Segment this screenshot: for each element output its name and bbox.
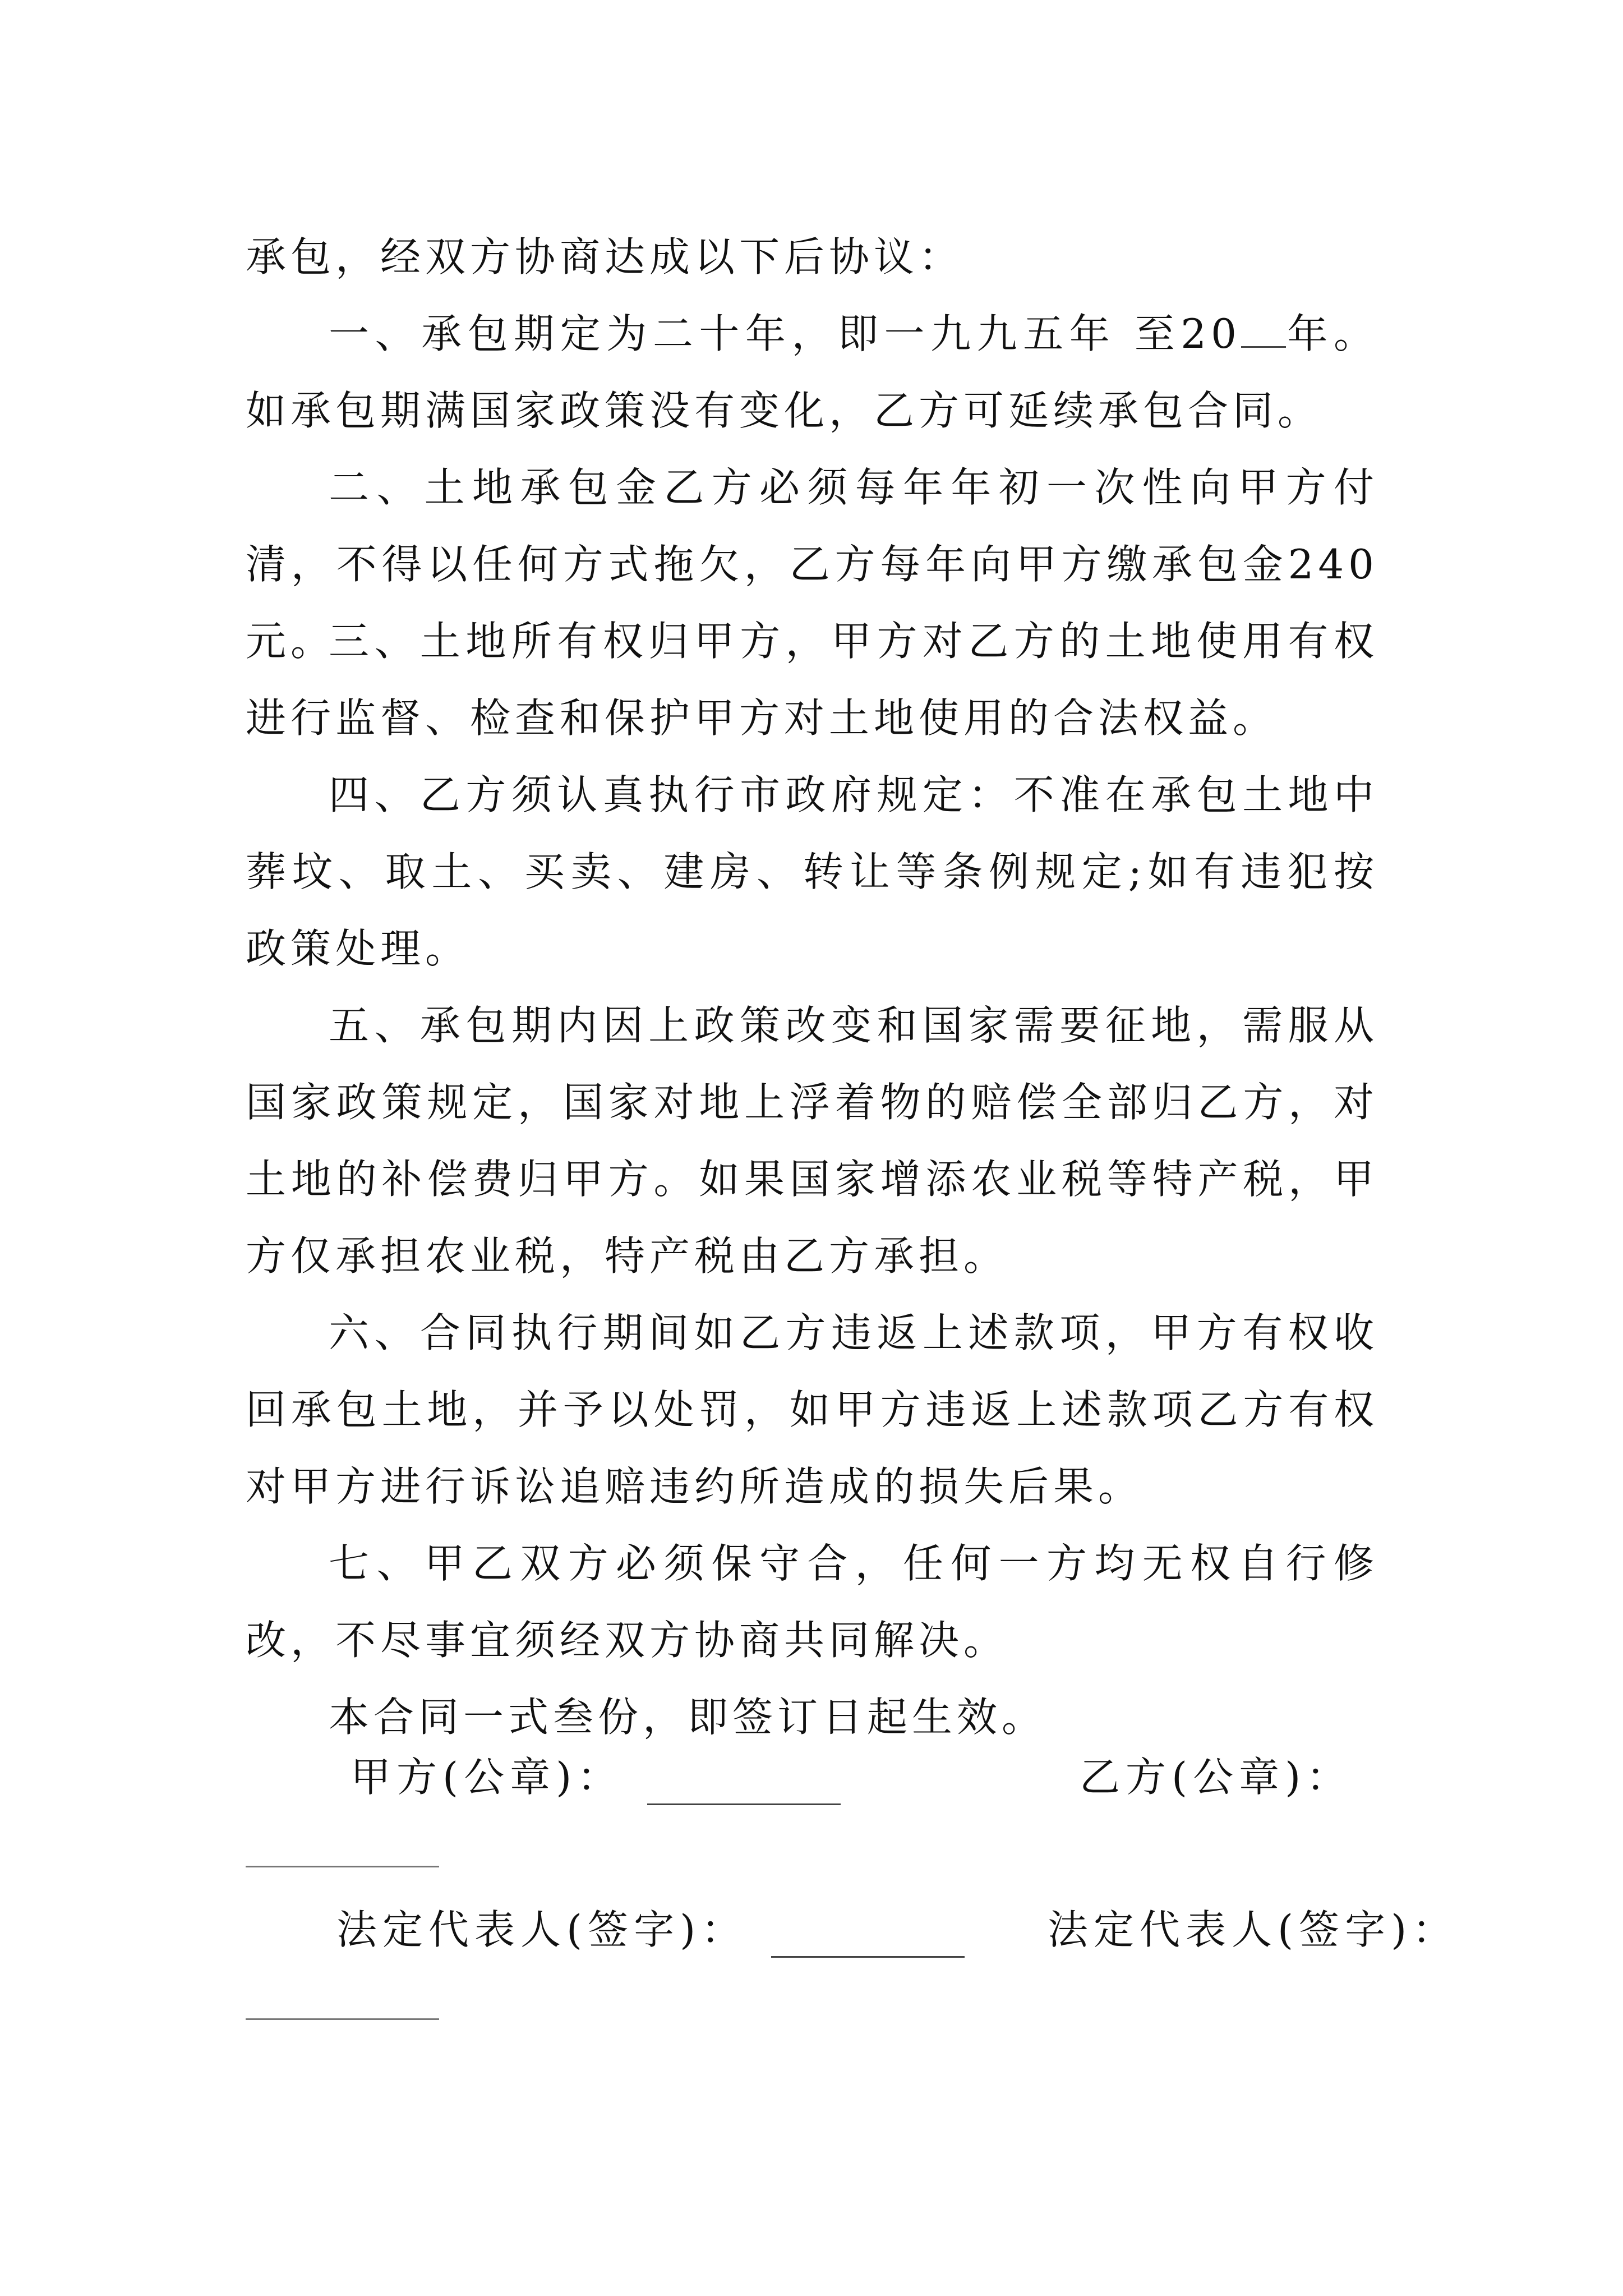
party-a-rep-label: 法定代表人(签字)：	[336, 1906, 748, 1953]
party-a-rep-field	[336, 1902, 965, 1958]
clause-1-text-b: 年。如承包期满国家政策没有变化，乙方可延续承包合同。	[246, 310, 1378, 434]
clause-1	[246, 296, 1378, 449]
clause-3: 三、土地所有权归甲方，甲方对乙方的土地使用有权进行监督、检查和保护甲方对土地使用的合法权益。	[246, 618, 1378, 742]
party-a-rep-blank[interactable]	[771, 1916, 965, 1958]
party-b-seal-field	[1080, 1749, 1352, 1805]
clause-4: 四、乙方须认真执行市政府规定：不准在承包土地中葬坟、取土、买卖、建房、转让等条例规定;如有违犯按政策处理。	[246, 771, 1378, 972]
closing-statement: 本合同一式叁份，即签订日起生效。	[329, 1694, 1047, 1741]
party-b-rep-label: 法定代表人(签字)：	[1048, 1906, 1459, 1953]
intro-line: 承包，经双方协商达成以下后协议：	[246, 233, 964, 280]
clause-5: 五、承包期内因上政策改变和国家需要征地，需服从国家政策规定，国家对地上浮着物的赔偿全部归乙方，对土地的补偿费归甲方。如果国家增添农业税等特产税，甲方仅承担农业税，特产税由乙方承担。	[246, 1002, 1378, 1280]
party-a-seal-blank[interactable]	[647, 1763, 841, 1805]
clause-7: 七、甲乙双方必须保守合，任何一方均无权自行修改，不尽事宜须经双方协商共同解决。	[246, 1540, 1378, 1664]
party-b-rep-field	[1048, 1902, 1458, 1958]
clause-6: 六、合同执行期间如乙方违返上述款项，甲方有权收回承包土地，并予以处罚，如甲方违返上述款项乙方有权对甲方进行诉讼追赔违约所造成的损失后果。	[246, 1309, 1378, 1510]
party-b-rep-blank[interactable]	[246, 2018, 439, 2020]
party-a-seal-field	[351, 1749, 841, 1805]
year-blank[interactable]	[1241, 312, 1286, 348]
party-a-seal-label: 甲方(公章)：	[351, 1754, 624, 1801]
party-b-seal-label: 乙方(公章)：	[1080, 1754, 1353, 1801]
party-b-seal-blank[interactable]	[246, 1866, 439, 1867]
clause-2: 二、土地承包金乙方必须每年年初一次性向甲方付清，不得以任何方式拖欠，乙方每年向甲方缴承包金240元。	[246, 464, 1378, 665]
clause-1-text-a: 一、承包期定为二十年，即一九九五年 至20	[329, 310, 1241, 357]
